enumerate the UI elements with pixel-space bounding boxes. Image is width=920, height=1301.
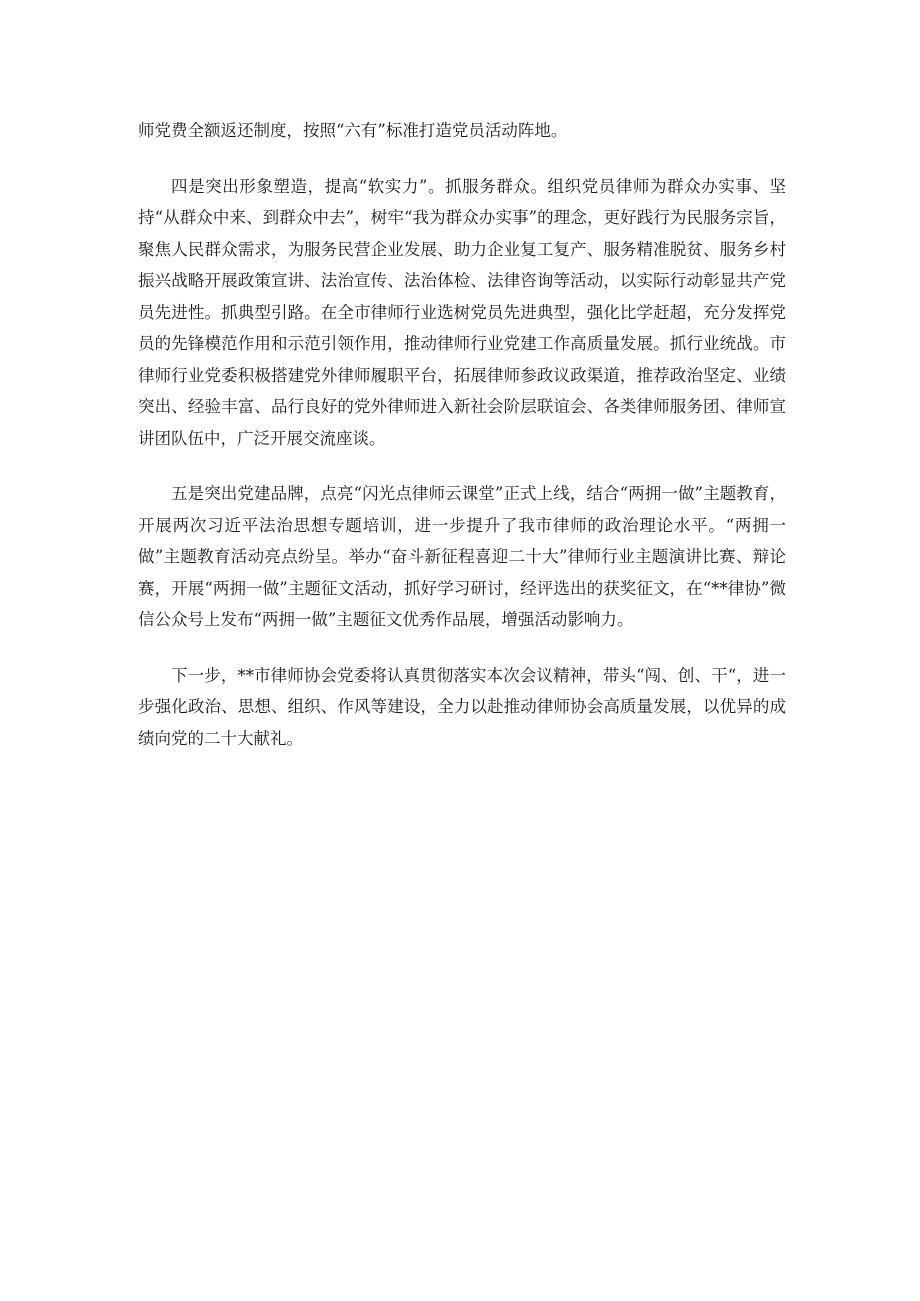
document-page [138,115,786,778]
paragraph-continuation: 师党费全额返还制度，按照“六有”标准打造党员活动阵地。 [138,121,568,140]
paragraph-next-steps: 下一步，**市律师协会党委将认真贯彻落实本次会议精神，带头“闯、创、干“，进一步强化政治、思想、组织、作风等建设，全力以赴推动律师协会高质量发展，以优异的成绩向党的二十大献礼。 [138,665,786,748]
paragraph-party-brand: 五是突出党建品牌，点亮“闪光点律师云课堂”正式上线，结合“两拥一做”主题教育，开展两次习近平法治思想专题培训，进一步提升了我市律师的政治理论水平。“两拥一做”主题教育活动亮点纷呈。举办“奋斗新征程喜迎二十大”律师行业主题演讲比赛、辩论赛，开展“两拥一做”主题征文活动，抓好学习研讨，经评选出的获奖征文，在“**律协”微信公众号上发布“两拥一做”主题征文优秀作品展，增强活动影响力。 [138,484,786,629]
paragraph-image-building: 四是突出形象塑造，提高“软实力”。抓服务群众。组织党员律师为群众办实事、坚持“从群众中来、到群众中去”，树牢“我为群众办实事”的理念，更好践行为民服务宗旨，聚焦人民群众需求，为服务民营企业发展、助力企业复工复产、服务精准脱贫、服务乡村振兴战略开展政策宣讲、法治宣传、法治体检、法律咨询等活动，以实际行动彰显共产党员先进性。抓典型引路。在全市律师行业选树党员先进典型，强化比学赶超，充分发挥党员的先锋模范作用和示范引领作用，推动律师行业党建工作高质量发展。抓行业统战。市律师行业党委积极搭建党外律师履职平台，拓展律师参政议政渠道，推荐政治坚定、业绩突出、经验丰富、品行良好的党外律师进入新社会阶层联谊会、各类律师服务团、律师宣讲团队伍中，广泛开展交流座谈。 [138,176,786,448]
